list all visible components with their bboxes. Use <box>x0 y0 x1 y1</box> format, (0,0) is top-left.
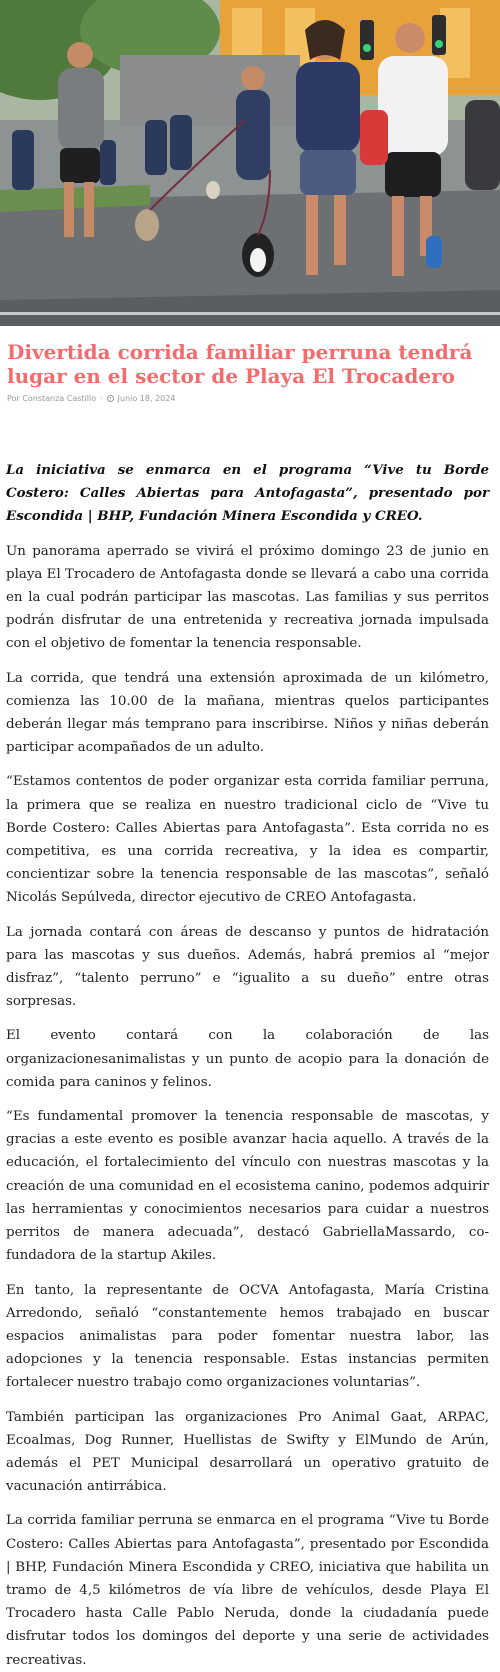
clock-icon <box>107 395 114 402</box>
article-title: Divertida corrida familiar perruna tendrá lugar en el sector de Playa El Trocadero <box>7 340 473 388</box>
author-byline[interactable]: Por Constanza Castillo <box>7 394 97 403</box>
article-paragraph: “Estamos contentos de poder organizar esta corrida familiar perruna, la primera que se realiza en nuestro tradicional ciclo de “Vive tu Borde Costero: Calles Abiertas para Antofagasta”. Esta corrida no es competitiva, es una corrida recreativa, y la idea es compartir, concientizar sobre la tenencia responsable de las mascotas”, señaló Nicolás Sepúlveda, director ejecutivo de CREO Antofagasta. <box>6 774 489 906</box>
article-paragraph: También participan las organizaciones Pro Animal Gaat, ARPAC, Ecoalmas, Dog Runner, Huellistas de Swifty y ElMundo de Arún, además el PET Municipal desarrollará un operativo gratuito de vacunación antirrábica. <box>6 1409 489 1495</box>
article-lead: La iniciativa se enmarca en el programa “Vive tu Borde Costero: Calles Abiertas para Antofagasta”, presentado por Escondida | BHP, Fundación Minera Escondida y CREO. <box>6 462 489 525</box>
article-paragraph: Un panorama aperrado se vivirá el próximo domingo 23 de junio en playa El Trocadero de Antofagasta donde se llevará a cabo una corrida en la cual podrán participar las mascotas. Las familias y sus perritos podrán disfrutar de una entretenida y recreativa jornada impulsada con el objetivo de fomentar la tenencia responsable. <box>6 543 489 652</box>
article-paragraph: La corrida, que tendrá una extensión aproximada de un kilómetro, comienza las 10.00 de la mañana, mientras quelos participantes deberán llegar más temprano para inscribirse. Niños y niñas deberán participar acompañados de un adulto. <box>6 670 489 756</box>
hero-photo <box>0 0 500 326</box>
meta-separator: · <box>100 394 103 403</box>
article-paragraph: “Es fundamental promover la tenencia responsable de mascotas, y gracias a este evento es posible avanzar hacia aquello. A través de la educación, el fortalecimiento del vínculo con nuestras mascotas y la creación de una comunidad en el ecosistema canino, podemos adquirir las herramientas y conocimientos necesarios para cuidar a nuestros perritos de manera adecuada”, destacó GabriellaMassardo, co-fundadora de la startup Akiles. <box>6 1109 489 1264</box>
publish-date: Junio 18, 2024 <box>117 394 176 403</box>
article-paragraph: La corrida familiar perruna se enmarca en el programa “Vive tu Borde Costero: Calles Abiertas para Antofagasta”, presentado por Escondida | BHP, Fundación Minera Escondida y CREO, iniciativa que habilita un tramo de 4,5 kilómetros de vía libre de vehículos, desde Playa El Trocadero hasta Calle Pablo Neruda, donde la ciudadanía puede disfrutar todos los domingos del deporte y una serie de actividades recreativas. <box>6 1513 489 1668</box>
article-paragraph: En tanto, la representante de OCVA Antofagasta, María Cristina Arredondo, señaló “constantemente hemos trabajado en buscar espacios animalistas para poder fomentar nuestra labor, las adopciones y la tenencia responsable. Estas instancias permiten fortalecer nuestro trabajo como organizaciones voluntarias”. <box>6 1282 489 1391</box>
hero-photo-illustration <box>0 0 500 326</box>
article-paragraph: El evento contará con la colaboración de las organizacionesanimalistas y un punto de acopio para la donación de comida para caninos y felinos. <box>6 1028 489 1090</box>
article-meta <box>7 394 493 403</box>
article-body <box>6 459 489 1672</box>
article-paragraph: La jornada contará con áreas de descanso y puntos de hidratación para las mascotas y sus dueños. Además, habrá premios al “mejor disfraz”, “talento perruno” e “igualito a su dueño” entre otras sorpresas. <box>6 924 489 1010</box>
